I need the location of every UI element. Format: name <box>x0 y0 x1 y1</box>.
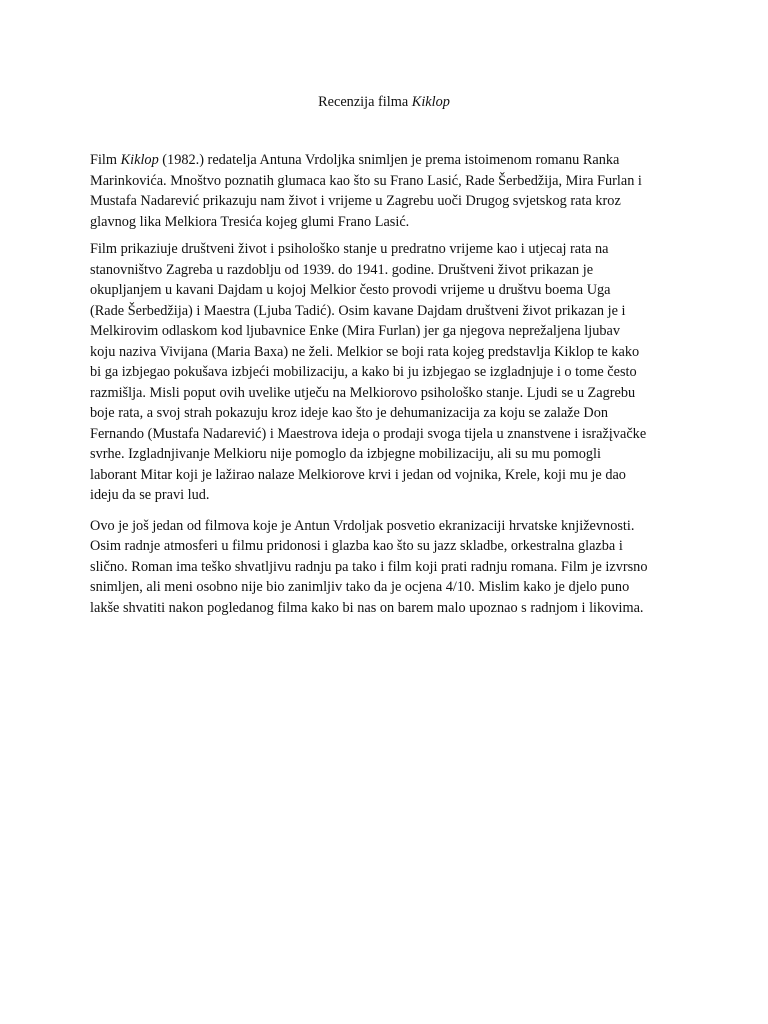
text-line: razmišlja. Misli poput ovih uvelike utječu na Melkiorovo psihološko stanje. Ljudi se u Zagrebu <box>90 384 636 401</box>
text-line <box>90 150 708 171</box>
text-line: bi ga izbjegao pokušava izbjeći mobilizaciju, a kako bi ju izbjegao se izgladnjuje i o tome često <box>90 364 637 380</box>
text-span: Film <box>90 152 121 168</box>
text-line: (Rade Šerbedžija) i Maestra (Ljuba Tadić). Osim kavane Dajdam društveni život prikazan je i <box>90 302 626 319</box>
text-line: Film prikaziuje društveni život i psihološko stanje u predratno vrijeme kao i utjecaj rata na <box>90 241 609 257</box>
text-line: Marinkovića. Mnoštvo poznatih glumaca kao što su Frano Lasić, Rade Šerbedžija, Mira Furlan i <box>90 172 642 189</box>
document-title <box>0 93 768 111</box>
film-name-italic: Kiklop <box>120 152 159 168</box>
title-prefix: Recenzija filma <box>318 94 412 110</box>
paragraph-intro <box>90 150 708 232</box>
text-line: Mustafa Nadarević prikazuju nam život i vrijeme u Zagrebu uoči Drugog svjetskog rata kroz <box>90 193 621 209</box>
text-line: svrhe. Izgladnjivanje Melkioru nije pomoglo da izbjegne mobilizaciju, ali su mu pomogli <box>90 446 602 462</box>
text-line: boje rata, a svoj strah pokazuju kroz ideje kao što je dehumanizacija za koju se zalaže Don <box>90 405 609 421</box>
document-body <box>90 150 708 628</box>
text-line: lakše shvatiti nakon pogledanog filma kako bi nas on barem malo upoznao s radnjom i likovima. <box>90 599 644 616</box>
paragraph-conclusion <box>90 516 708 619</box>
text-line: stanovništvo Zagreba u razdoblju od 1939. do 1941. godine. Društveni život prikazan je <box>90 261 594 278</box>
text-line: laborant Mitar koji je lažirao nalaze Melkiorove krvi i jedan od vojnika, Krele, koji mu je dao <box>90 466 626 483</box>
paragraph-plot <box>90 239 708 506</box>
text-line: Fernando (Mustafa Nadarević) i Maestrova ideja o prodaji svoga tijela u znanstvene i isražįvačke <box>90 425 647 442</box>
text-line: Osim radnje atmosferi u filmu pridonosi i glazba kao što su jazz skladbe, orkestralna glazba i <box>90 538 623 554</box>
text-line: ideju da se pravi lud. <box>90 487 210 503</box>
text-line: glavnog lika Melkiora Tresića kojeg glumi Frano Lasić. <box>90 213 410 230</box>
title-film-name: Kiklop <box>411 94 450 110</box>
text-line: Ovo je još jedan od filmova koje je Antun Vrdoljak posvetio ekranizaciji hrvatske književnosti. <box>90 517 635 534</box>
text-line: slično. Roman ima teško shvatljivu radnju pa tako i film koji prati radnju romana. Film je izvrsno <box>90 558 648 575</box>
text-line: okupljanjem u kavani Dajdam u kojoj Melkior često provodi vrijeme u društvu boema Uga <box>90 282 611 298</box>
text-line: koju naziva Vivijana (Maria Baxa) ne želi. Melkior se boji rata kojeg predstavlja Kiklop te kako <box>90 343 640 360</box>
text-line: Melkirovim odlaskom kod ljubavnice Enke (Mira Furlan) jer ga njegova neprežaljena ljubav <box>90 323 621 339</box>
text-span: (1982.) redatelja Antuna Vrdoljka snimljen je prema istoimenom romanu Ranka <box>158 152 620 168</box>
text-line: snimljen, ali meni osobno nije bio zanimljiv tako da je ocjena 4/10. Mislim kako je djelo puno <box>90 579 630 595</box>
